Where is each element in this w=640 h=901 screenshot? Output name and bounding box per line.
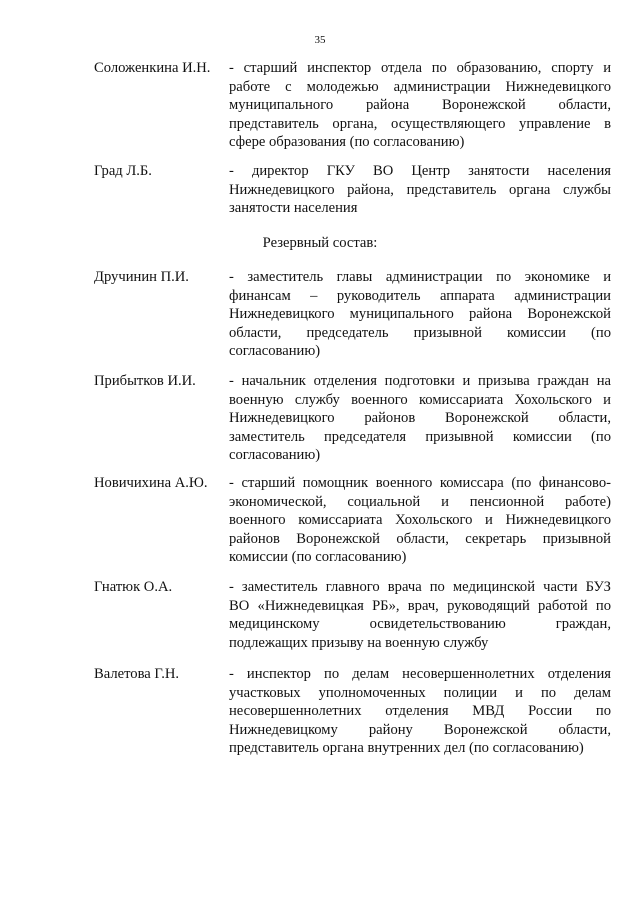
role-line: участковых уполномоченных полиции и по делам xyxy=(229,684,611,701)
role-line: военную службу военного комиссариата Хохольского и xyxy=(229,391,611,408)
member-role-description xyxy=(229,372,611,465)
role-line: комиссии (по согласованию) xyxy=(229,549,407,566)
role-line: представитель органа, осуществляющего управление в xyxy=(229,115,611,132)
role-line: районов Воронежской области, секретарь призывной xyxy=(229,530,611,547)
role-line: области, председатель призывной комиссии (по xyxy=(229,324,611,341)
role-line: подлежащих призыву на военную службу xyxy=(229,634,489,651)
role-line: муниципального района Воронежской области, xyxy=(229,97,611,114)
member-role-description xyxy=(229,162,611,218)
role-line: экономической, социальной и пенсионной работе) xyxy=(229,493,611,510)
member-name: Град Л.Б. xyxy=(94,163,152,179)
role-line: - директор ГКУ ВО Центр занятости населения xyxy=(229,163,611,179)
member-role-description xyxy=(229,268,611,361)
member-role-description xyxy=(229,665,611,758)
role-line: - начальник отделения подготовки и призыва граждан на xyxy=(229,373,611,389)
role-line: сфере образования (по согласованию) xyxy=(229,134,465,151)
role-line: Нижнедевицкого районов Воронежской области, xyxy=(229,410,611,427)
role-line: - старший помощник военного комиссара (по финансово- xyxy=(229,475,611,491)
member-name: Новичихина А.Ю. xyxy=(94,475,208,491)
role-line: представитель органа внутренних дел (по согласованию) xyxy=(229,740,584,757)
member-name: Дручинин П.И. xyxy=(94,269,189,285)
member-name: Соложенкина И.Н. xyxy=(94,60,211,76)
role-line: - инспектор по делам несовершеннолетних отделения xyxy=(229,666,611,682)
member-name: Валетова Г.Н. xyxy=(94,666,180,682)
role-line: Нижнедевицкому району Воронежской области, xyxy=(229,721,611,738)
member-name: Гнатюк О.А. xyxy=(94,579,173,595)
member-name: Прибытков И.И. xyxy=(94,373,196,389)
role-line: работе с молодежью администрации Нижнедевицкого xyxy=(229,78,611,95)
role-line: несовершеннолетних отделения МВД России по xyxy=(229,703,611,720)
role-line: занятости населения xyxy=(229,200,358,217)
role-line: - заместитель главы администрации по экономике и xyxy=(229,269,611,285)
role-line: финансам – руководитель аппарата администрации xyxy=(229,287,611,304)
role-line: Нижнедевицкого района, представитель органа службы xyxy=(229,181,611,198)
member-role-description xyxy=(229,59,611,152)
role-line: ВО «Нижнедевицкая РБ», врач, руководящий работой по xyxy=(229,597,611,614)
role-line: - старший инспектор отдела по образованию, спорту и xyxy=(229,60,611,76)
role-line: заместитель председателя призывной комиссии (по xyxy=(229,428,611,445)
role-line: - заместитель главного врача по медицинской части БУЗ xyxy=(229,579,611,595)
role-line: медицинскому освидетельствованию граждан, xyxy=(229,616,611,633)
member-role-description xyxy=(229,578,611,652)
reserve-composition-heading: Резервный состав: xyxy=(262,235,378,251)
role-line: Нижнедевицкого муниципального района Воронежской xyxy=(229,306,611,323)
role-line: военного комиссариата Хохольского и Нижнедевицкого xyxy=(229,512,611,529)
member-role-description xyxy=(229,474,611,567)
role-line: согласованию) xyxy=(229,343,321,360)
page-number: 35 xyxy=(314,34,326,46)
role-line: согласованию) xyxy=(229,447,321,464)
